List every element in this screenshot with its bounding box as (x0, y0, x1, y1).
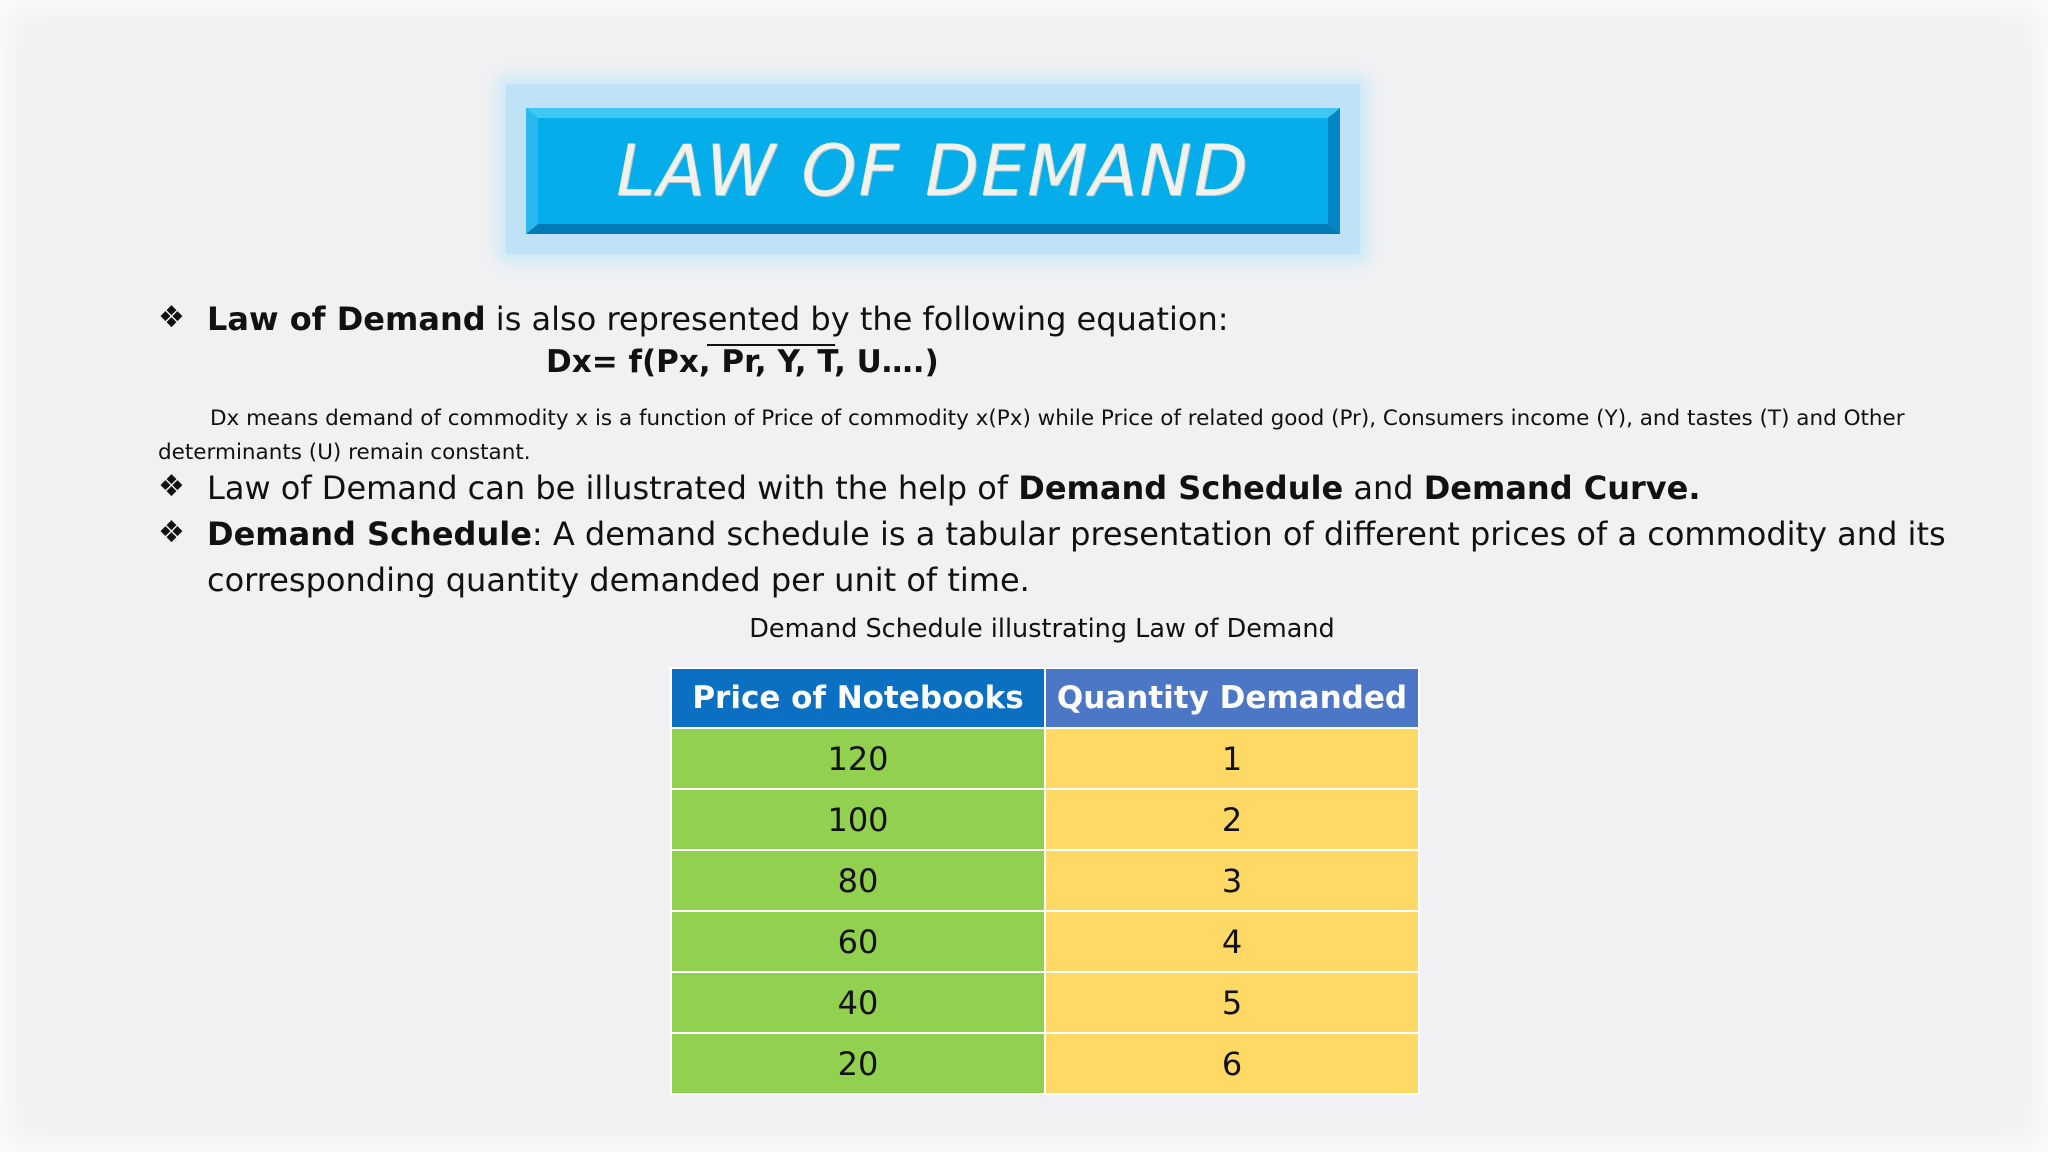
title-banner (526, 108, 1340, 234)
quantity-cell: 4 (1045, 911, 1419, 972)
quantity-cell: 2 (1045, 789, 1419, 850)
quantity-cell: 1 (1045, 728, 1419, 789)
table-row (671, 850, 1419, 911)
bullet-text: Law of Demand can be illustrated with the help of (207, 469, 1019, 507)
price-cell: 100 (671, 789, 1045, 850)
diamond-bullet-icon: ❖ (158, 300, 185, 335)
bullet-text: and (1343, 469, 1424, 507)
table-header-row (671, 668, 1419, 728)
price-cell: 80 (671, 850, 1045, 911)
quantity-cell: 6 (1045, 1033, 1419, 1094)
demand-equation: Dx= f(Px, Pr, Y, T, U….) (546, 344, 939, 380)
diamond-bullet-icon: ❖ (158, 515, 185, 550)
header-quantity: Quantity Demanded (1045, 668, 1419, 728)
table-row (671, 1033, 1419, 1094)
bullet-text: corresponding quantity demanded per unit of time. (207, 561, 1030, 599)
equation-explanation: Dx means demand of commodity x is a function of Price of commodity x(Px) while Price of related good (Pr), Consumers income (Y), and tastes (T) and Other determinants (U) remain constant. (158, 406, 1905, 465)
header-price: Price of Notebooks (671, 668, 1045, 728)
price-cell: 20 (671, 1033, 1045, 1094)
quantity-cell: 5 (1045, 972, 1419, 1033)
table-row (671, 911, 1419, 972)
diamond-bullet-icon: ❖ (158, 469, 185, 504)
demand-schedule-table (670, 667, 1420, 1095)
bullet-text: : A demand schedule is a tabular presentation of different prices of a commodity and its (531, 515, 1946, 553)
price-cell: 120 (671, 728, 1045, 789)
bullet-bold-term: Demand Curve. (1423, 469, 1701, 507)
bullet-bold-lead: Law of Demand (207, 300, 486, 338)
price-cell: 60 (671, 911, 1045, 972)
table-row (671, 728, 1419, 789)
table-row (671, 789, 1419, 850)
bullet-bold-lead: Demand Schedule (207, 515, 532, 553)
quantity-cell: 3 (1045, 850, 1419, 911)
table-row (671, 972, 1419, 1033)
slide-title: LAW OF DEMAND (616, 130, 1250, 212)
bullet-text: is also represented by the following equation: (485, 300, 1229, 338)
price-cell: 40 (671, 972, 1045, 1033)
bullet-bold-term: Demand Schedule (1018, 469, 1344, 507)
table-caption: Demand Schedule illustrating Law of Demand (749, 614, 1335, 644)
